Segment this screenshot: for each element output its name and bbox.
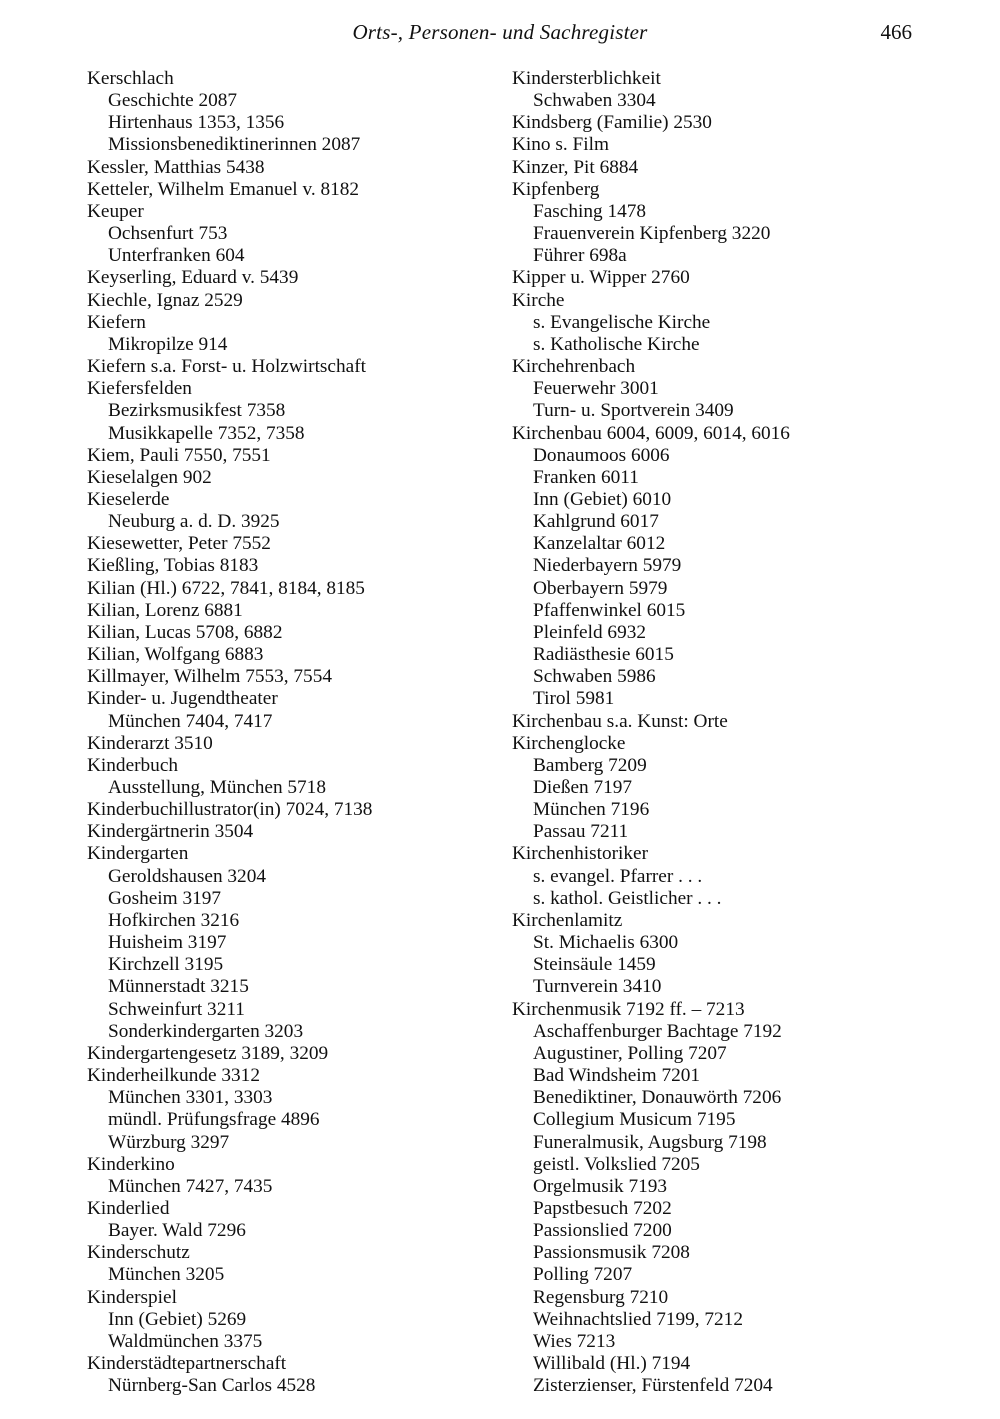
index-subentry: Donaumoos 6006 (533, 444, 670, 466)
index-subentry: Hofkirchen 3216 (108, 909, 240, 931)
index-subentry: München 7196 (533, 799, 650, 821)
index-subentry: Niederbayern 5979 (533, 555, 682, 577)
index-entry: Kessler, Matthias 5438 (87, 156, 265, 178)
index-entry: Kieselerde (87, 488, 170, 510)
index-subentry: St. Michaelis 6300 (533, 932, 679, 954)
index-subentry: s. Katholische Kirche (533, 333, 700, 355)
index-subentry: Nürnberg-San Carlos 4528 (108, 1375, 316, 1397)
index-entry: Kindergarten (87, 843, 189, 865)
index-entry: Kiefersfelden (87, 378, 192, 400)
index-subentry: Feuerwehr 3001 (533, 378, 659, 400)
index-entry: Kirchehrenbach (512, 356, 636, 378)
index-subentry: München 7404, 7417 (108, 710, 273, 732)
index-subentry: s. evangel. Pfarrer . . . (533, 865, 703, 887)
index-subentry: Ausstellung, München 5718 (108, 777, 326, 798)
index-subentry: Unterfranken 604 (108, 245, 245, 267)
index-subentry: Zisterzienser, Fürstenfeld 7204 (533, 1375, 773, 1397)
index-entry: Kirchenbau s.a. Kunst: Orte (512, 710, 728, 732)
index-entry: Killmayer, Wilhelm 7553, 7554 (87, 666, 332, 688)
index-subentry: Ochsenfurt 753 (108, 223, 228, 245)
index-entry: Kinderstädtepartnerschaft (87, 1353, 287, 1375)
page-header (0, 20, 1000, 50)
index-entry: Kinderlied (87, 1197, 170, 1219)
index-subentry: Münnerstadt 3215 (108, 976, 249, 998)
index-subentry: Oberbayern 5979 (533, 577, 668, 599)
index-entry: Kinderarzt 3510 (87, 732, 213, 754)
index-entry: Kilian, Lorenz 6881 (87, 599, 243, 621)
index-entry: Kerschlach (87, 68, 174, 89)
index-entry: Kipper u. Wipper 2760 (512, 267, 690, 289)
index-entry: Kirchenbau 6004, 6009, 6014, 6016 (512, 422, 790, 444)
index-subentry: geistl. Volkslied 7205 (533, 1153, 700, 1175)
index-subentry: Kirchzell 3195 (108, 954, 224, 976)
index-entry: Kirchenglocke (512, 732, 626, 754)
index-subentry: Pleinfeld 6932 (533, 621, 646, 643)
index-subentry: Passau 7211 (533, 821, 629, 843)
index-entry: Kilian, Lucas 5708, 6882 (87, 621, 283, 643)
index-subentry: Gosheim 3197 (108, 887, 222, 909)
index-subentry: Huisheim 3197 (108, 932, 227, 954)
index-entry: Kilian, Wolfgang 6883 (87, 644, 264, 666)
index-entry: Kindersterblichkeit (512, 68, 661, 89)
index-subentry: Schwaben 3304 (533, 90, 656, 112)
index-entry: Kiesewetter, Peter 7552 (87, 533, 271, 555)
page-title: Orts-, Personen- und Sachregister (352, 20, 648, 44)
index-subentry: Dießen 7197 (533, 777, 633, 798)
index-subentry: Willibald (Hl.) 7194 (533, 1353, 691, 1375)
index-subentry: Aschaffenburger Bachtage 7192 (533, 1020, 782, 1042)
index-subentry: Hirtenhaus 1353, 1356 (108, 112, 285, 134)
index-subentry: Benediktiner, Donauwörth 7206 (533, 1087, 782, 1109)
index-entry: Ketteler, Wilhelm Emanuel v. 8182 (87, 178, 360, 200)
index-entry: Kinzer, Pit 6884 (512, 156, 639, 178)
index-entry: Kieselalgen 902 (87, 466, 212, 488)
index-column-right (512, 68, 932, 1397)
index-entry: Kipfenberg (512, 178, 600, 200)
index-subentry: Wies 7213 (533, 1330, 616, 1352)
index-subentry: Regensburg 7210 (533, 1286, 669, 1308)
index-subentry: Steinsäule 1459 (533, 954, 656, 976)
index-entry: Kiefern s.a. Forst- u. Holzwirtschaft (87, 356, 366, 378)
index-subentry: Inn (Gebiet) 6010 (533, 488, 672, 510)
index-entry: Kiefern (87, 311, 146, 333)
index-subentry: Franken 6011 (533, 466, 639, 488)
index-subentry: mündl. Prüfungsfrage 4896 (108, 1109, 320, 1131)
index-subentry: Funeralmusik, Augsburg 7198 (533, 1131, 767, 1153)
index-entry: Kinderspiel (87, 1286, 177, 1308)
index-subentry: Neuburg a. d. D. 3925 (108, 511, 280, 533)
index-subentry: Bezirksmusikfest 7358 (108, 400, 286, 422)
index-subentry: Schwaben 5986 (533, 666, 656, 688)
index-subentry: München 3301, 3303 (108, 1087, 273, 1109)
index-subentry: Papstbesuch 7202 (533, 1197, 672, 1219)
index-subentry: Mikropilze 914 (108, 333, 228, 355)
index-subentry: Passionsmusik 7208 (533, 1242, 690, 1264)
index-entry: Kiechle, Ignaz 2529 (87, 289, 243, 311)
index-subentry: Pfaffenwinkel 6015 (533, 599, 686, 621)
index-subentry: Turnverein 3410 (533, 976, 662, 998)
index-subentry: München 3205 (108, 1264, 225, 1286)
index-entry: Kindergärtnerin 3504 (87, 821, 254, 843)
index-entry: Kiem, Pauli 7550, 7551 (87, 444, 271, 466)
index-subentry: Tirol 5981 (533, 688, 615, 710)
index-subentry: s. Evangelische Kirche (533, 311, 711, 333)
index-column-left (87, 68, 507, 1397)
index-subentry: Bamberg 7209 (533, 754, 647, 776)
index-subentry: Collegium Musicum 7195 (533, 1109, 736, 1131)
index-subentry: Sonderkindergarten 3203 (108, 1020, 304, 1042)
index-subentry: Augustiner, Polling 7207 (533, 1042, 727, 1064)
index-subentry: Waldmünchen 3375 (108, 1330, 263, 1352)
index-entry: Keuper (87, 200, 144, 222)
index-subentry: Bayer. Wald 7296 (108, 1220, 246, 1242)
index-entry: Kirchenlamitz (512, 909, 623, 931)
index-entry: Kinderschutz (87, 1242, 190, 1264)
index-subentry: Missionsbenediktinerinnen 2087 (108, 134, 361, 156)
index-subentry: Kanzelaltar 6012 (533, 533, 666, 555)
index-subentry: Turn- u. Sportverein 3409 (533, 400, 734, 422)
index-entry: Kilian (Hl.) 6722, 7841, 8184, 8185 (87, 577, 365, 599)
index-entry: Kinderheilkunde 3312 (87, 1065, 260, 1087)
index-subentry: Frauenverein Kipfenberg 3220 (533, 223, 771, 245)
index-subentry: Bad Windsheim 7201 (533, 1065, 701, 1087)
index-entry: Kinder- u. Jugendtheater (87, 688, 278, 710)
index-subentry: Musikkapelle 7352, 7358 (108, 422, 305, 444)
index-subentry: Würzburg 3297 (108, 1131, 230, 1153)
index-entry: Kindergartengesetz 3189, 3209 (87, 1042, 329, 1064)
index-subentry: Orgelmusik 7193 (533, 1175, 668, 1197)
page-number: 466 (880, 20, 912, 44)
index-entry: Kirchenhistoriker (512, 843, 648, 865)
index-entry: Kinderbuch (87, 754, 179, 776)
index-subentry: Passionslied 7200 (533, 1220, 672, 1242)
index-entry: Keyserling, Eduard v. 5439 (87, 267, 299, 289)
index-entry: Kießling, Tobias 8183 (87, 555, 259, 577)
index-subentry: s. kathol. Geistlicher . . . (533, 887, 722, 909)
index-entry: Kinderbuchillustrator(in) 7024, 7138 (87, 799, 373, 821)
index-subentry: Fasching 1478 (533, 200, 647, 222)
index-subentry: Radiästhesie 6015 (533, 644, 674, 666)
index-subentry: Weihnachtslied 7199, 7212 (533, 1308, 743, 1330)
index-subentry: Inn (Gebiet) 5269 (108, 1308, 247, 1330)
index-entry: Kirche (512, 289, 565, 311)
index-entry: Kindsberg (Familie) 2530 (512, 112, 712, 134)
index-subentry: Führer 698a (533, 245, 627, 267)
index-entry: Kinderkino (87, 1153, 175, 1175)
index-subentry: Geschichte 2087 (108, 90, 238, 112)
index-subentry: Polling 7207 (533, 1264, 633, 1286)
index-subentry: Geroldshausen 3204 (108, 865, 266, 887)
index-subentry: Kahlgrund 6017 (533, 511, 659, 533)
index-subentry: Schweinfurt 3211 (108, 998, 245, 1020)
index-entry: Kirchenmusik 7192 ff. – 7213 (512, 998, 745, 1020)
index-subentry: München 7427, 7435 (108, 1175, 273, 1197)
index-entry: Kino s. Film (512, 134, 609, 156)
